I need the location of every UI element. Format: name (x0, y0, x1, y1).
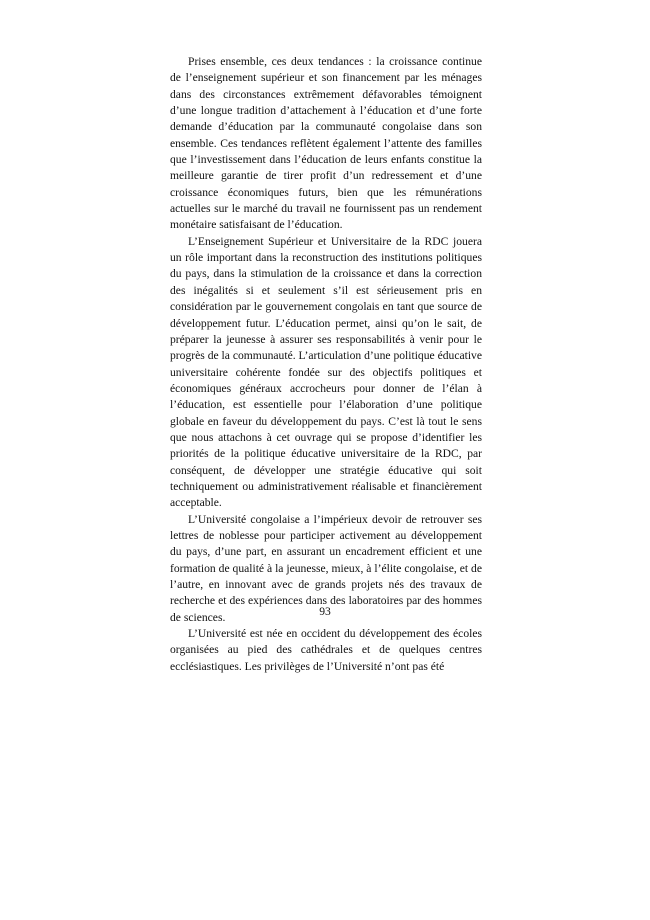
body-text (170, 54, 482, 675)
paragraph-2: L’Enseignement Supérieur et Universitaire de la RDC jouera un rôle important dans la reconstruction des institutions politiques du pays, dans la stimulation de la croissance et dans la correction des inégalités si et seulement s’il est sérieusement pris en considération par le gouvernement congolais en tant que source de développement futur. L’éducation permet, ainsi qu’on le sait, de préparer la jeunesse à assurer ses responsabilités à venir pour le progrès de la communauté. L’articulation d’une politique éducative universitaire cohérente fondée sur des objectifs politiques et économiques généraux accrocheurs pour donner de l’élan à l’éducation, est essentielle pour l’élaboration d’une politique globale en faveur du développement du pays. C’est là tout le sens que nous attachons à cet ouvrage qui se propose d’identifier les priorités de la politique éducative universitaire de la RDC, par conséquent, de développer une stratégie éducative qui soit techniquement ou administrativement réalisable et financièrement acceptable. (170, 234, 482, 510)
page-number: 93 (319, 605, 331, 618)
paragraph-3: L’Université congolaise a l’impérieux devoir de retrouver ses lettres de noblesse pour participer activement au développement du pays, d’une part, en assurant un encadrement efficient et une formation de qualité à la jeunesse, mieux, à l’élite congolaise, et de l’autre, en innovant avec de grands projets nés des travaux de recherche et des expériences dans des laboratoires par des hommes de sciences. (170, 512, 482, 624)
paragraph-1: Prises ensemble, ces deux tendances : la croissance continue de l’enseignement supérieur et son financement par les ménages dans des circonstances extrêmement défavorables témoignent d’une longue tradition d’attachement à l’éducation et d’une forte demande d’éducation par la communauté congolaise dans son ensemble. Ces tendances reflètent également l’attente des familles que l’investissement dans l’éducation de leurs enfants constitue la meilleure garantie de tirer profit d’un redressement et d’une croissance économiques futurs, bien que les rémunérations actuelles sur le marché du travail ne fournissent pas un rendement monétaire satisfaisant de l’éducation. (170, 55, 482, 232)
paragraph-4: L’Université est née en occident du développement des écoles organisées au pied des cathédrales et de quelques centres ecclésiastiques. Les privilèges de l’Université n’ont pas été (170, 627, 482, 673)
